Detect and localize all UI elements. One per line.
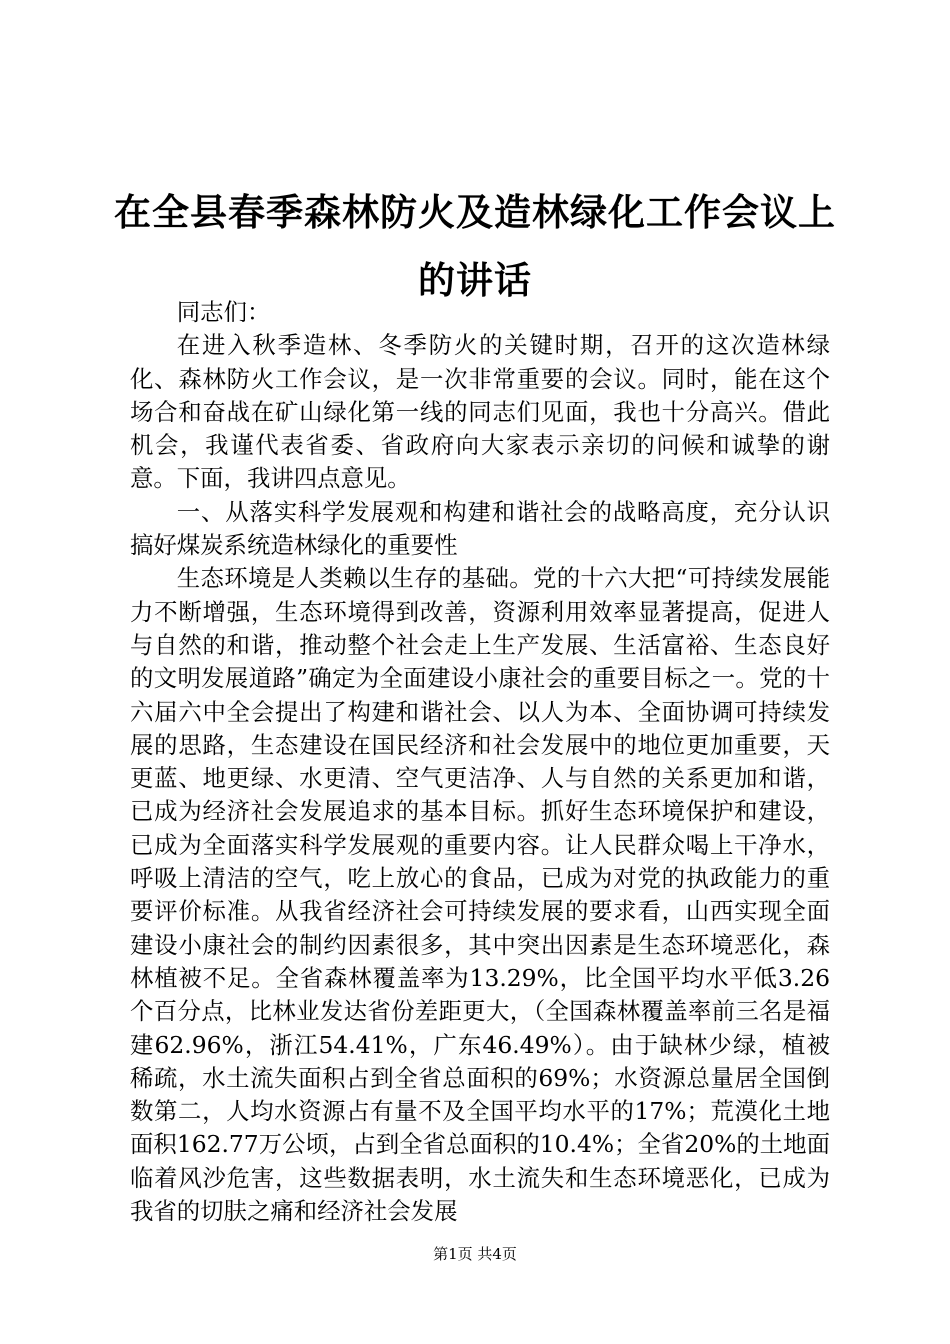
document-body [130,296,830,1228]
document-title: 在全县春季森林防火及造林绿化工作会议上的讲话 [114,190,836,302]
page-footer: 第1页 共4页 [433,1245,517,1263]
intro-paragraph: 在进入秋季造林、冬季防火的关键时期，召开的这次造林绿化、森林防火工作会议，是一次非常重要的会议。同时，能在这个场合和奋战在矿山绿化第一线的同志们见面，我也十分高兴。借此机会，我谨代表省委、省政府向大家表示亲切的问候和诚挚的谢意。下面，我讲四点意见。 [130,331,830,493]
body-paragraph: 生态环境是人类赖以生存的基础。党的十六大把“可持续发展能力不断增强，生态环境得到改善，资源利用效率显著提高，促进人与自然的和谐，推动整个社会走上生产发展、生活富裕、生态良好的文明发展道路”确定为全面建设小康社会的重要目标之一。党的十六届六中全会提出了构建和谐社会、以人为本、全面协调可持续发展的思路，生态建设在国民经济和社会发展中的地位更加重要，天更蓝、地更绿、水更清、空气更洁净、人与自然的关系更加和谐，已成为经济社会发展追求的基本目标。抓好生态环境保护和建设，已成为全面落实科学发展观的重要内容。让人民群众喝上干净水，呼吸上清洁的空气，吃上放心的食品，已成为对党的执政能力的重要评价标准。从我省经济社会可持续发展的要求看，山西实现全面建设小康社会的制约因素很多，其中突出因素是生态环境恶化，森林植被不足。全省森林覆盖率为13.29%，比全国平均水平低3.26个百分点，比林业发达省份差距更大，（全国森林覆盖率前三名是福建62.96%，浙江54.41%，广东46.49%）。由于缺林少绿，植被稀疏，水土流失面积占到全省总面积的69%；水资源总量居全国倒数第二，人均水资源占有量不及全国平均水平的17%；荒漠化土地面积162.77万公顷，占到全省总面积的10.4%；全省20%的土地面临着风沙危害，这些数据表明，水土流失和生态环境恶化，已成为我省的切肤之痛和经济社会发展 [130,564,830,1226]
section-heading-paragraph: 一、从落实科学发展观和构建和谐社会的战略高度，充分认识搞好煤炭系统造林绿化的重要性 [130,497,830,560]
salutation-paragraph: 同志们： [176,298,271,326]
